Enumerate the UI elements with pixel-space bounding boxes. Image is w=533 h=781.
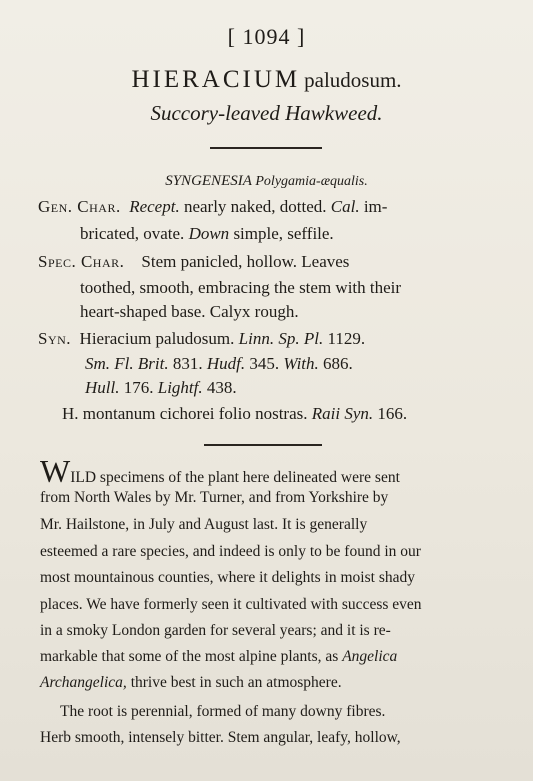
text: 166. (373, 404, 408, 423)
syn-line-3 (85, 378, 237, 398)
text: 438. (202, 378, 237, 397)
species-name: paludosum. (304, 68, 402, 92)
syn-label: Syn. (38, 329, 72, 348)
text-italic: Recept. (129, 197, 180, 216)
text-italic: Linn. Sp. Pl. (238, 329, 324, 348)
divider-middle (204, 444, 322, 446)
body-line-4: esteemed a rare species, and indeed is only to be found in our (40, 543, 421, 560)
gen-char-line-1 (38, 197, 387, 217)
divider-top (210, 147, 322, 149)
text: 176. (119, 378, 158, 397)
syn-line-4 (62, 404, 407, 424)
syn-line-1 (38, 329, 365, 349)
text: H. montanum cichorei folio nostras. (62, 404, 312, 423)
text-italic: Hudf. (206, 354, 246, 373)
text: 686. (318, 354, 353, 373)
text: markable that some of the most alpine plants, as (40, 648, 343, 665)
text: Hieracium paludosum. (79, 329, 239, 348)
body-line-10: The root is perennial, formed of many downy fibres. (60, 703, 386, 720)
page-number: [ 1094 ] (227, 24, 306, 49)
body-line-2: from North Wales by Mr. Turner, and from Yorkshire by (40, 489, 389, 506)
text: bricated, ovate. (80, 224, 189, 243)
text: thrive best in such an atmosphere. (126, 674, 342, 691)
spec-char-label: Spec. Char. (38, 252, 125, 271)
body-line-6: places. We have formerly seen it cultivated with success even (40, 596, 422, 613)
body-line-9 (40, 674, 342, 692)
genus-name: HIERACIUM (131, 66, 301, 93)
text-italic: Angelica (342, 648, 398, 665)
text: ILD (70, 469, 97, 486)
text: Stem panicled, hollow. Leaves (141, 252, 350, 271)
text: 1129. (323, 329, 366, 348)
text-italic: Cal. (330, 197, 360, 216)
text: simple, seffile. (229, 224, 334, 243)
body-line-11: Herb smooth, intensely bitter. Stem angular, leafy, hollow, (40, 729, 401, 746)
drop-cap: W (40, 453, 71, 489)
text-italic: Lightf. (157, 378, 203, 397)
spec-char-line-2: toothed, smooth, embracing the stem with their (80, 278, 402, 297)
text-italic: Sm. Fl. Brit. (85, 354, 169, 373)
text: specimens of the plant here delineated were sent (96, 469, 400, 486)
text: 345. (245, 354, 284, 373)
text: nearly naked, dotted. (179, 197, 331, 216)
text-italic: Archangelica, (40, 674, 127, 691)
classification (0, 173, 533, 190)
body-line-1 (40, 455, 400, 487)
gen-char-label: Gen. Char. (38, 197, 121, 216)
body-line-3: Mr. Hailstone, in July and August last. It is generally (40, 516, 368, 533)
text-italic: With. (283, 354, 319, 373)
plant-title (0, 66, 533, 94)
class-name: SYNGENESIA (165, 173, 252, 189)
order-name: Polygamia-æqualis. (255, 174, 368, 189)
text-italic: Down (188, 224, 230, 243)
text-italic: Raii Syn. (311, 404, 374, 423)
text: 831. (168, 354, 207, 373)
body-line-8 (40, 648, 397, 666)
spec-char-line-3: heart-shaped base. Calyx rough. (80, 302, 299, 321)
gen-char-line-2 (80, 224, 334, 244)
body-line-5: most mountainous counties, where it delights in moist shady (40, 569, 415, 586)
spec-char-line-1 (38, 252, 349, 272)
common-name: Succory-leaved Hawkweed. (150, 101, 383, 125)
syn-line-2 (85, 354, 353, 374)
text-italic: Hull. (85, 378, 120, 397)
body-line-7: in a smoky London garden for several years; and it is re- (40, 622, 391, 639)
text: im- (359, 197, 388, 216)
